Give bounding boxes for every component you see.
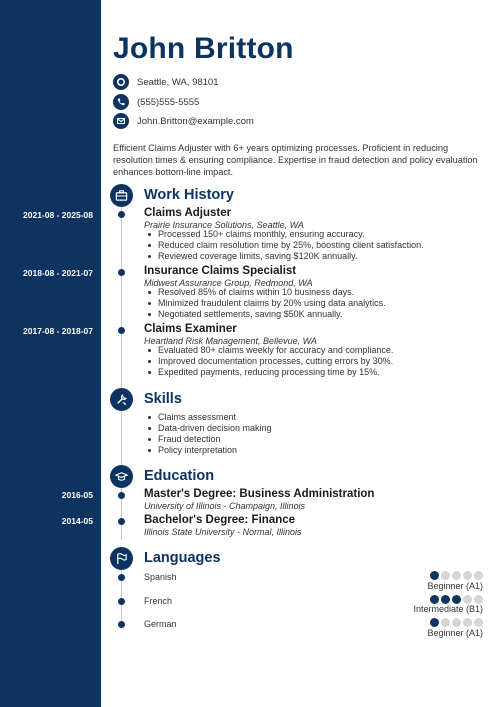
section-title-education: Education — [144, 468, 215, 484]
language-name: French — [144, 596, 173, 606]
contact-phone — [113, 94, 199, 110]
rating-dot-empty — [474, 618, 483, 627]
rating-dot-empty — [474, 595, 483, 604]
rating-dot-empty — [452, 571, 461, 580]
degree-title: Master's Degree: Business Administration — [144, 488, 375, 500]
job-bullets — [158, 287, 386, 320]
contact-email-text[interactable]: John.Britton@example.com — [137, 115, 254, 127]
language-rating — [430, 571, 483, 580]
rating-dot-empty — [441, 618, 450, 627]
rating-dot-empty — [463, 595, 472, 604]
job-title: Claims Examiner — [144, 323, 237, 335]
language-rating — [430, 595, 483, 604]
job-dates: 2017-08 - 2018-07 — [23, 326, 93, 336]
timeline-dot — [118, 269, 125, 276]
list-item: Reviewed coverage limits, saving $120K annually. — [158, 251, 424, 262]
flag-icon — [110, 547, 133, 570]
job-company: Prairie Insurance Solutions, Seattle, WA — [144, 220, 304, 230]
timeline-dot — [118, 518, 125, 525]
professional-summary: Efficient Claims Adjuster with 6+ years optimizing processes. Proficient in reducing resolution times & ensuring compliance. Expertise in fraud detection and policy evaluation enhances bottom-line impact. — [113, 143, 478, 177]
timeline-line-skills — [121, 411, 122, 465]
rating-dot-filled — [452, 595, 461, 604]
list-item: Resolved 85% of claims within 10 business days. — [158, 287, 386, 298]
section-title-languages: Languages — [144, 550, 221, 566]
timeline-dot — [118, 327, 125, 334]
language-level: Beginner (A1) — [427, 628, 483, 638]
list-item: Improved documentation processes, cutting errors by 30%. — [158, 356, 394, 366]
job-dates: 2021-08 - 2025-08 — [23, 210, 93, 220]
timeline-dot — [118, 621, 125, 628]
list-item: Policy interpretation — [158, 445, 272, 456]
job-company: Heartland Risk Management, Bellevue, WA — [144, 336, 317, 346]
timeline-dot — [118, 598, 125, 605]
list-item: Fraud detection — [158, 434, 272, 445]
education-year: 2016-05 — [61, 490, 93, 500]
job-bullets — [158, 345, 393, 378]
skills-list — [158, 412, 272, 456]
job-company: Midwest Assurance Group, Redmond, WA — [144, 278, 313, 288]
candidate-name: John Britton — [113, 32, 294, 65]
language-level: Beginner (A1) — [427, 581, 483, 591]
section-title-work-history: Work History — [144, 187, 234, 203]
list-item: Expedited payments, reducing processing time by 15%. — [158, 367, 393, 378]
briefcase-icon — [110, 184, 133, 207]
contact-email[interactable] — [113, 113, 254, 129]
rating-dot-filled — [430, 595, 439, 604]
school-name: Illinois State University - Normal, Illinois — [144, 527, 302, 537]
tools-icon — [110, 388, 133, 411]
list-item: Minimized fraudulent claims by 20% using data analytics. — [158, 298, 386, 308]
list-item: Reduced claim resolution time by 25%, boosting client satisfaction. — [158, 240, 424, 250]
sidebar — [0, 0, 101, 707]
job-bullets — [158, 229, 424, 262]
job-title: Claims Adjuster — [144, 207, 232, 219]
rating-dot-empty — [463, 571, 472, 580]
job-title: Insurance Claims Specialist — [144, 265, 297, 277]
graduation-cap-icon — [110, 465, 133, 488]
list-item: Processed 150+ claims monthly, ensuring accuracy. — [158, 229, 424, 240]
list-item: Evaluated 80+ claims weekly for accuracy and compliance. — [158, 345, 394, 355]
timeline-dot — [118, 574, 125, 581]
section-title-skills: Skills — [144, 391, 182, 407]
contact-phone-text: (555)555-5555 — [137, 96, 200, 108]
timeline-line-work — [121, 207, 122, 387]
degree-title: Bachelor's Degree: Finance — [144, 514, 296, 526]
job-dates: 2018-08 - 2021-07 — [23, 268, 93, 278]
timeline-dot — [118, 492, 125, 499]
rating-dot-empty — [441, 571, 450, 580]
rating-dot-empty — [474, 571, 483, 580]
language-name: German — [144, 619, 177, 629]
location-pin-icon — [113, 74, 129, 90]
language-name: Spanish — [144, 572, 177, 582]
contact-location-text: Seattle, WA, 98101 — [137, 76, 219, 88]
rating-dot-empty — [452, 618, 461, 627]
contact-location — [113, 74, 219, 90]
rating-dot-filled — [430, 571, 439, 580]
language-level: Intermediate (B1) — [413, 604, 483, 614]
language-rating — [430, 618, 483, 627]
timeline-dot — [118, 211, 125, 218]
rating-dot-empty — [463, 618, 472, 627]
rating-dot-filled — [430, 618, 439, 627]
list-item: Negotiated settlements, saving $50K annually. — [158, 309, 386, 320]
phone-icon — [113, 94, 129, 110]
rating-dot-filled — [441, 595, 450, 604]
school-name: University of Illinois - Champaign, Illinois — [144, 501, 306, 511]
list-item: Claims assessment — [158, 412, 272, 423]
education-year: 2014-05 — [61, 516, 93, 526]
envelope-icon — [113, 113, 129, 129]
list-item: Data-driven decision making — [158, 423, 272, 433]
